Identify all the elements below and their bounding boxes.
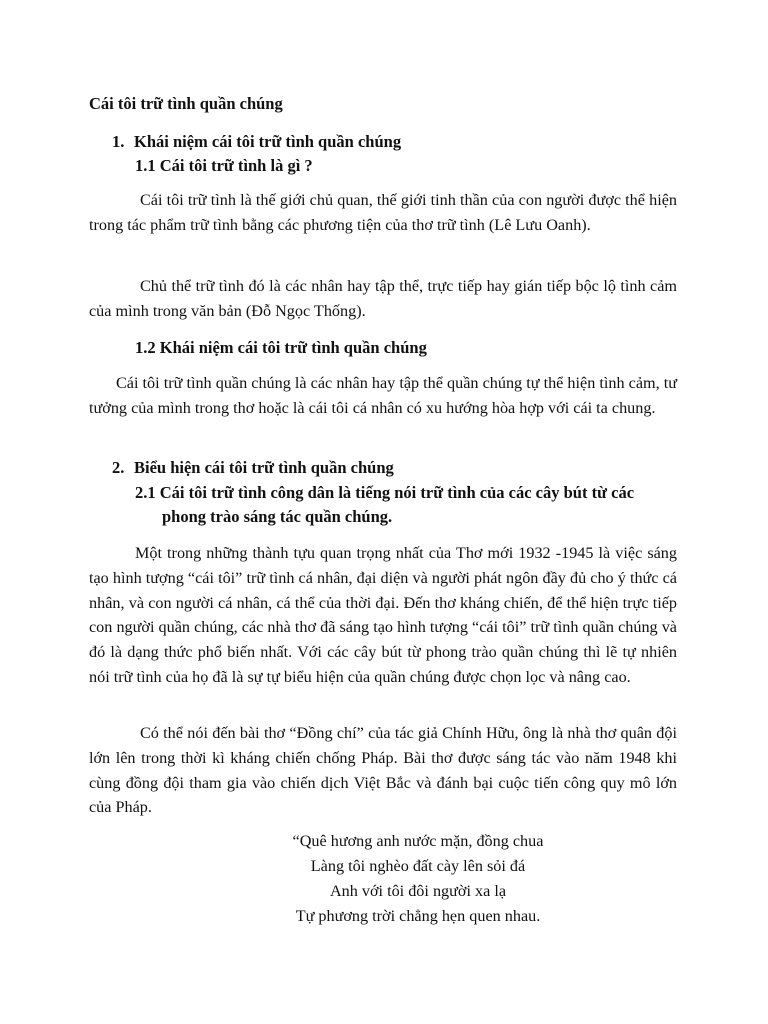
- poem-line: Tự phương trời chẳng hẹn quen nhau.: [295, 907, 541, 925]
- section-1-heading-text: Khái niệm cái tôi trữ tình quần chúng: [134, 132, 402, 151]
- document-title: Cái tôi trữ tình quần chúng: [89, 94, 283, 113]
- section-1-heading: [112, 130, 401, 154]
- section-2-heading-text: Biểu hiện cái tôi trữ tình quần chúng: [134, 458, 394, 477]
- poem-line: Anh với tôi đôi người xa lạ: [329, 882, 507, 900]
- subsection-2-1-heading: [135, 481, 680, 529]
- subsection-2-1-heading-line-1: 2.1 Cái tôi trữ tình công dân là tiếng nói trữ tình của các cây bút từ các: [135, 483, 635, 502]
- subsection-2-1-heading-line-2: phong trào sáng tác quần chúng.: [162, 507, 393, 526]
- section-1-number: 1.: [112, 132, 125, 151]
- section-2-heading: [112, 456, 394, 480]
- subsection-1-2-heading: 1.2 Khái niệm cái tôi trữ tình quần chúng: [135, 338, 427, 357]
- poem-line: Làng tôi nghèo đất cày lên sỏi đá: [310, 857, 526, 875]
- section-2-number: 2.: [112, 458, 125, 477]
- subsection-1-2-paragraph: Cái tôi trữ tình quần chúng là các nhân hay tập thể quần chúng tự thể hiện tình cảm, tư tưởng của mình trong thơ hoặc là cái tôi cá nhân có xu hướng hòa hợp với cái ta chung.: [89, 374, 677, 417]
- poem-quote: [89, 829, 747, 929]
- poem-line: “Quê hương anh nước mặn, đồng chua: [292, 832, 544, 850]
- subsection-2-1-paragraph-2: Có thể nói đến bài thơ “Đồng chí” của tác giả Chính Hữu, ông là nhà thơ quân đội lớn lên trong thời kì kháng chiến chống Pháp. Bài thơ được sáng tác vào năm 1948 khi cùng đồng đội tham gia vào chiến dịch Việt Bắc và đánh bại cuộc tiến công quy mô lớn của Pháp.: [89, 724, 677, 817]
- subsection-2-1-paragraph-1: Một trong những thành tựu quan trọng nhất của Thơ mới 1932 -1945 là việc sáng tạo hình tượng “cái tôi” trữ tình cá nhân, đại diện và người phát ngôn đầy đủ cho ý thức cá nhân, và con người cá nhân, cá thể của thời đại. Đến thơ kháng chiến, để thể hiện trực tiếp con người quần chúng, các nhà thơ đã sáng tạo hình tượng “cái tôi” trữ tình quần chúng và đó là dạng thức phổ biến nhất. Với các cây bút từ phong trào quần chúng thì lẽ tự nhiên nói trữ tình của họ đã là sự tự biểu hiện của quần chúng được chọn lọc và nâng cao.: [89, 544, 677, 686]
- subsection-1-1-paragraph-2: Chủ thể trữ tình đó là các nhân hay tập thể, trực tiếp hay gián tiếp bộc lộ tình cảm của mình trong văn bản (Đỗ Ngọc Thống).: [89, 277, 677, 320]
- subsection-1-1-heading: 1.1 Cái tôi trữ tình là gì ?: [135, 156, 313, 175]
- subsection-1-1-paragraph-1: Cái tôi trữ tình là thế giới chủ quan, thế giới tinh thần của con người được thể hiện trong tác phẩm trữ tình bằng các phương tiện của thơ trữ tình (Lê Lưu Oanh).: [89, 191, 677, 234]
